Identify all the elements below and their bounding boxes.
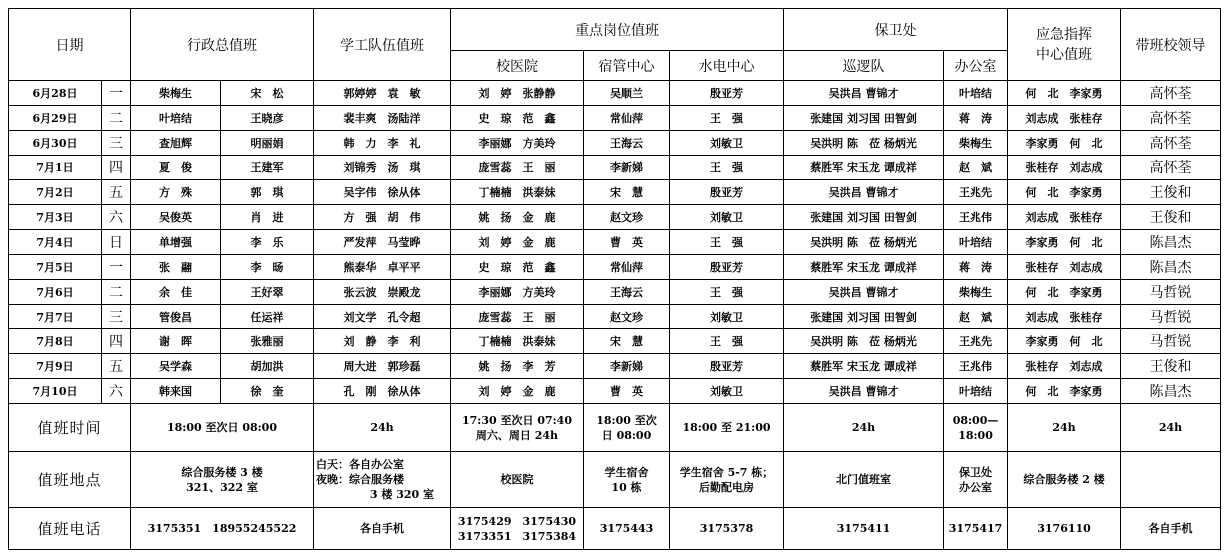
time-office-line1: 08:00—	[952, 413, 999, 427]
student-duty-cell: 郭婷婷 袁 敏	[314, 81, 451, 106]
clinic-duty-cell: 丁楠楠 洪泰妹	[451, 329, 584, 354]
header-utility: 水电中心	[670, 51, 784, 81]
weekday-cell: 四	[102, 155, 131, 180]
table-row	[9, 230, 1221, 255]
admin-duty-cell: 徐 奎	[221, 379, 314, 404]
student-duty-cell: 张云波 崇殿龙	[314, 279, 451, 304]
patrol-duty-cell: 吴洪昌 曹锦才	[784, 180, 944, 205]
utility-duty-cell: 刘敏卫	[670, 379, 784, 404]
office-duty-cell: 王兆先	[944, 180, 1008, 205]
emergency-duty-cell: 何 北 李家勇	[1008, 279, 1121, 304]
place-student-line1: 白天：各自办公室	[316, 458, 404, 471]
time-dorm-line1: 18:00 至次	[596, 413, 657, 427]
footer-place-label: 值班地点	[9, 452, 131, 508]
date-cell: 6月28日	[9, 81, 102, 106]
place-emergency: 综合服务楼 2 楼	[1008, 452, 1121, 508]
clinic-duty-cell: 李丽娜 方美玲	[451, 279, 584, 304]
admin-duty-cell: 柴梅生	[131, 81, 221, 106]
dorm-duty-cell: 王海云	[584, 279, 670, 304]
phone-emergency: 3176110	[1008, 508, 1121, 550]
header-student-duty: 学工队伍值班	[314, 9, 451, 81]
table-row	[9, 205, 1221, 230]
phone-leader: 各自手机	[1121, 508, 1221, 550]
clinic-duty-cell: 史 琼 范 鑫	[451, 105, 584, 130]
header-emergency	[1008, 9, 1121, 81]
table-row	[9, 105, 1221, 130]
emergency-duty-cell: 张桂存 刘志成	[1008, 254, 1121, 279]
admin-duty-cell: 夏 俊	[131, 155, 221, 180]
utility-duty-cell: 王 强	[670, 105, 784, 130]
utility-duty-cell: 王 强	[670, 279, 784, 304]
utility-duty-cell: 殷亚芳	[670, 354, 784, 379]
office-duty-cell: 蒋 涛	[944, 254, 1008, 279]
leader-cell: 陈昌杰	[1121, 379, 1221, 404]
time-office	[944, 404, 1008, 452]
admin-duty-cell: 张雅丽	[221, 329, 314, 354]
dorm-duty-cell: 李新娣	[584, 155, 670, 180]
dorm-duty-cell: 宋 慧	[584, 329, 670, 354]
weekday-cell: 五	[102, 180, 131, 205]
patrol-duty-cell: 蔡胜军 宋玉龙 谭成祥	[784, 155, 944, 180]
admin-duty-cell: 郭 琪	[221, 180, 314, 205]
table-row	[9, 130, 1221, 155]
patrol-duty-cell: 吴洪昌 曹锦才	[784, 379, 944, 404]
place-patrol: 北门值班室	[784, 452, 944, 508]
office-duty-cell: 王兆伟	[944, 354, 1008, 379]
date-cell: 7月4日	[9, 230, 102, 255]
footer-row-place	[9, 452, 1221, 508]
admin-duty-cell: 查旭辉	[131, 130, 221, 155]
date-cell: 7月9日	[9, 354, 102, 379]
phone-clinic	[451, 508, 584, 550]
emergency-duty-cell: 何 北 李家勇	[1008, 180, 1121, 205]
time-student: 24h	[314, 404, 451, 452]
emergency-duty-cell: 刘志成 张桂存	[1008, 205, 1121, 230]
admin-duty-cell: 管俊昌	[131, 304, 221, 329]
leader-cell: 王俊和	[1121, 205, 1221, 230]
time-office-line2: 18:00	[958, 428, 993, 442]
admin-duty-cell: 王晓彦	[221, 105, 314, 130]
weekday-cell: 三	[102, 130, 131, 155]
clinic-duty-cell: 庞雪蕊 王 丽	[451, 155, 584, 180]
patrol-duty-cell: 吴洪明 陈 莅 杨炳光	[784, 230, 944, 255]
patrol-duty-cell: 吴洪昌 曹锦才	[784, 279, 944, 304]
utility-duty-cell: 殷亚芳	[670, 81, 784, 106]
weekday-cell: 二	[102, 279, 131, 304]
emergency-duty-cell: 李家勇 何 北	[1008, 130, 1121, 155]
clinic-duty-cell: 刘 婷 金 鹿	[451, 379, 584, 404]
time-clinic-line1: 17:30 至次日 07:40	[461, 413, 572, 427]
admin-duty-cell: 胡加洪	[221, 354, 314, 379]
header-key-posts: 重点岗位值班	[451, 9, 784, 51]
clinic-duty-cell: 李丽娜 方美玲	[451, 130, 584, 155]
footer-row-phone	[9, 508, 1221, 550]
footer-row-time	[9, 404, 1221, 452]
place-student	[314, 452, 451, 508]
place-admin	[131, 452, 314, 508]
utility-duty-cell: 殷亚芳	[670, 254, 784, 279]
office-duty-cell: 蒋 涛	[944, 105, 1008, 130]
leader-cell: 王俊和	[1121, 354, 1221, 379]
date-cell: 6月30日	[9, 130, 102, 155]
office-duty-cell: 赵 斌	[944, 155, 1008, 180]
clinic-duty-cell: 史 琼 范 鑫	[451, 254, 584, 279]
duty-schedule-table	[8, 8, 1221, 550]
weekday-cell: 四	[102, 329, 131, 354]
place-leader	[1121, 452, 1221, 508]
utility-duty-cell: 王 强	[670, 155, 784, 180]
time-emergency: 24h	[1008, 404, 1121, 452]
admin-duty-cell: 李 旸	[221, 254, 314, 279]
dorm-duty-cell: 赵文珍	[584, 304, 670, 329]
dorm-duty-cell: 吴顺兰	[584, 81, 670, 106]
table-row	[9, 180, 1221, 205]
patrol-duty-cell: 张建国 刘习国 田智剑	[784, 205, 944, 230]
emergency-duty-cell: 何 北 李家勇	[1008, 379, 1121, 404]
student-duty-cell: 严发萍 马莹晔	[314, 230, 451, 255]
student-duty-cell: 裴丰爽 汤陆洋	[314, 105, 451, 130]
time-leader: 24h	[1121, 404, 1221, 452]
date-cell: 7月7日	[9, 304, 102, 329]
place-dorm	[584, 452, 670, 508]
admin-duty-cell: 方 殊	[131, 180, 221, 205]
office-duty-cell: 叶培结	[944, 230, 1008, 255]
admin-duty-cell: 任运祥	[221, 304, 314, 329]
place-admin-line2: 321、322 室	[186, 480, 258, 494]
utility-duty-cell: 殷亚芳	[670, 180, 784, 205]
phone-patrol: 3175411	[784, 508, 944, 550]
utility-duty-cell: 刘敏卫	[670, 205, 784, 230]
weekday-cell: 六	[102, 205, 131, 230]
admin-duty-cell: 宋 松	[221, 81, 314, 106]
admin-duty-cell: 李 乐	[221, 230, 314, 255]
admin-duty-cell: 吴俊英	[131, 205, 221, 230]
emergency-duty-cell: 张桂存 刘志成	[1008, 155, 1121, 180]
date-cell: 7月2日	[9, 180, 102, 205]
phone-clinic-line2: 3173351 3175384	[457, 529, 577, 543]
clinic-duty-cell: 姚 扬 李 芳	[451, 354, 584, 379]
time-dorm	[584, 404, 670, 452]
admin-duty-cell: 吴学森	[131, 354, 221, 379]
office-duty-cell: 赵 斌	[944, 304, 1008, 329]
header-security: 保卫处	[784, 9, 1008, 51]
table-row	[9, 379, 1221, 404]
footer-phone-label: 值班电话	[9, 508, 131, 550]
student-duty-cell: 周大进 郭珍磊	[314, 354, 451, 379]
place-office-line2: 办公室	[959, 480, 993, 494]
phone-utility: 3175378	[670, 508, 784, 550]
table-row	[9, 81, 1221, 106]
phone-clinic-line1: 3175429 3175430	[457, 514, 577, 528]
header-date: 日期	[9, 9, 131, 81]
time-dorm-line2: 日 08:00	[601, 428, 652, 442]
leader-cell: 陈昌杰	[1121, 230, 1221, 255]
header-patrol: 巡逻队	[784, 51, 944, 81]
clinic-duty-cell: 庞雪蕊 王 丽	[451, 304, 584, 329]
date-cell: 7月1日	[9, 155, 102, 180]
patrol-duty-cell: 吴洪明 陈 莅 杨炳光	[784, 130, 944, 155]
weekday-cell: 三	[102, 304, 131, 329]
emergency-duty-cell: 何 北 李家勇	[1008, 81, 1121, 106]
clinic-duty-cell: 姚 扬 金 鹿	[451, 205, 584, 230]
leader-cell: 高怀荃	[1121, 130, 1221, 155]
emergency-duty-cell: 张桂存 刘志成	[1008, 354, 1121, 379]
dorm-duty-cell: 李新娣	[584, 354, 670, 379]
patrol-duty-cell: 蔡胜军 宋玉龙 谭成祥	[784, 354, 944, 379]
weekday-cell: 一	[102, 254, 131, 279]
office-duty-cell: 叶培结	[944, 81, 1008, 106]
emergency-duty-cell: 刘志成 张桂存	[1008, 105, 1121, 130]
student-duty-cell: 方 强 胡 伟	[314, 205, 451, 230]
patrol-duty-cell: 吴洪昌 曹锦才	[784, 81, 944, 106]
dorm-duty-cell: 曹 英	[584, 379, 670, 404]
admin-duty-cell: 叶培结	[131, 105, 221, 130]
admin-duty-cell: 余 佳	[131, 279, 221, 304]
weekday-cell: 一	[102, 81, 131, 106]
place-utility-line1: 学生宿舍 5-7 栋；	[679, 465, 774, 479]
place-clinic: 校医院	[451, 452, 584, 508]
date-cell: 7月10日	[9, 379, 102, 404]
admin-duty-cell: 谢 晖	[131, 329, 221, 354]
leader-cell: 高怀荃	[1121, 155, 1221, 180]
dorm-duty-cell: 宋 慧	[584, 180, 670, 205]
phone-student: 各自手机	[314, 508, 451, 550]
table-row	[9, 279, 1221, 304]
admin-duty-cell: 王好翠	[221, 279, 314, 304]
student-duty-cell: 刘文学 孔令超	[314, 304, 451, 329]
emergency-duty-cell: 刘志成 张桂存	[1008, 304, 1121, 329]
student-duty-cell: 刘锦秀 汤 琪	[314, 155, 451, 180]
place-admin-line1: 综合服务楼 3 楼	[181, 465, 263, 479]
phone-admin: 3175351 18955245522	[131, 508, 314, 550]
admin-duty-cell: 明丽娟	[221, 130, 314, 155]
clinic-duty-cell: 刘 婷 张静静	[451, 81, 584, 106]
admin-duty-cell: 王建军	[221, 155, 314, 180]
dorm-duty-cell: 常仙萍	[584, 254, 670, 279]
table-row	[9, 329, 1221, 354]
office-duty-cell: 王兆先	[944, 329, 1008, 354]
weekday-cell: 日	[102, 230, 131, 255]
leader-cell: 陈昌杰	[1121, 254, 1221, 279]
date-cell: 7月3日	[9, 205, 102, 230]
dorm-duty-cell: 曹 英	[584, 230, 670, 255]
time-clinic	[451, 404, 584, 452]
place-student-line2: 夜晚：综合服务楼	[316, 473, 404, 486]
office-duty-cell: 柴梅生	[944, 279, 1008, 304]
admin-duty-cell: 张 翮	[131, 254, 221, 279]
header-emergency-line1: 应急指挥	[1036, 26, 1093, 43]
student-duty-cell: 吴字伟 徐从体	[314, 180, 451, 205]
office-duty-cell: 叶培结	[944, 379, 1008, 404]
leader-cell: 高怀荃	[1121, 81, 1221, 106]
footer-time-label: 值班时间	[9, 404, 131, 452]
header-office: 办公室	[944, 51, 1008, 81]
patrol-duty-cell: 吴洪明 陈 莅 杨炳光	[784, 329, 944, 354]
patrol-duty-cell: 张建国 刘习国 田智剑	[784, 304, 944, 329]
date-cell: 6月29日	[9, 105, 102, 130]
office-duty-cell: 柴梅生	[944, 130, 1008, 155]
utility-duty-cell: 刘敏卫	[670, 130, 784, 155]
leader-cell: 高怀荃	[1121, 105, 1221, 130]
leader-cell: 马哲锐	[1121, 279, 1221, 304]
office-duty-cell: 王兆伟	[944, 205, 1008, 230]
admin-duty-cell: 韩来国	[131, 379, 221, 404]
emergency-duty-cell: 李家勇 何 北	[1008, 329, 1121, 354]
leader-cell: 马哲锐	[1121, 329, 1221, 354]
patrol-duty-cell: 蔡胜军 宋玉龙 谭成祥	[784, 254, 944, 279]
time-admin: 18:00 至次日 08:00	[131, 404, 314, 452]
clinic-duty-cell: 丁楠楠 洪泰妹	[451, 180, 584, 205]
phone-dorm: 3175443	[584, 508, 670, 550]
date-cell: 7月6日	[9, 279, 102, 304]
place-dorm-line2: 10 栋	[611, 480, 642, 494]
clinic-duty-cell: 刘 婷 金 鹿	[451, 230, 584, 255]
weekday-cell: 五	[102, 354, 131, 379]
admin-duty-cell: 肖 进	[221, 205, 314, 230]
admin-duty-cell: 单增强	[131, 230, 221, 255]
dorm-duty-cell: 王海云	[584, 130, 670, 155]
place-office-line1: 保卫处	[959, 465, 993, 479]
header-clinic: 校医院	[451, 51, 584, 81]
table-row	[9, 254, 1221, 279]
time-clinic-line2: 周六、周日 24h	[475, 428, 559, 442]
emergency-duty-cell: 李家勇 何 北	[1008, 230, 1121, 255]
place-utility	[670, 452, 784, 508]
phone-office: 3175417	[944, 508, 1008, 550]
time-patrol: 24h	[784, 404, 944, 452]
header-admin-duty: 行政总值班	[131, 9, 314, 81]
place-utility-line2: 后勤配电房	[699, 480, 755, 494]
place-office	[944, 452, 1008, 508]
student-duty-cell: 刘 静 李 利	[314, 329, 451, 354]
place-dorm-line1: 学生宿舍	[604, 465, 649, 479]
student-duty-cell: 孔 刚 徐从体	[314, 379, 451, 404]
utility-duty-cell: 刘敏卫	[670, 304, 784, 329]
weekday-cell: 二	[102, 105, 131, 130]
utility-duty-cell: 王 强	[670, 329, 784, 354]
time-utility: 18:00 至 21:00	[670, 404, 784, 452]
dorm-duty-cell: 常仙萍	[584, 105, 670, 130]
table-row	[9, 304, 1221, 329]
place-student-line3: 3 楼 320 室	[369, 488, 434, 501]
patrol-duty-cell: 张建国 刘习国 田智剑	[784, 105, 944, 130]
weekday-cell: 六	[102, 379, 131, 404]
header-emergency-line2: 中心值班	[1036, 46, 1093, 63]
leader-cell: 马哲锐	[1121, 304, 1221, 329]
student-duty-cell: 韩 力 李 礼	[314, 130, 451, 155]
leader-cell: 王俊和	[1121, 180, 1221, 205]
table-row	[9, 155, 1221, 180]
header-leader: 带班校领导	[1121, 9, 1221, 81]
utility-duty-cell: 王 强	[670, 230, 784, 255]
header-dorm: 宿管中心	[584, 51, 670, 81]
date-cell: 7月8日	[9, 329, 102, 354]
date-cell: 7月5日	[9, 254, 102, 279]
student-duty-cell: 熊泰华 卓平平	[314, 254, 451, 279]
dorm-duty-cell: 赵文珍	[584, 205, 670, 230]
table-row	[9, 354, 1221, 379]
